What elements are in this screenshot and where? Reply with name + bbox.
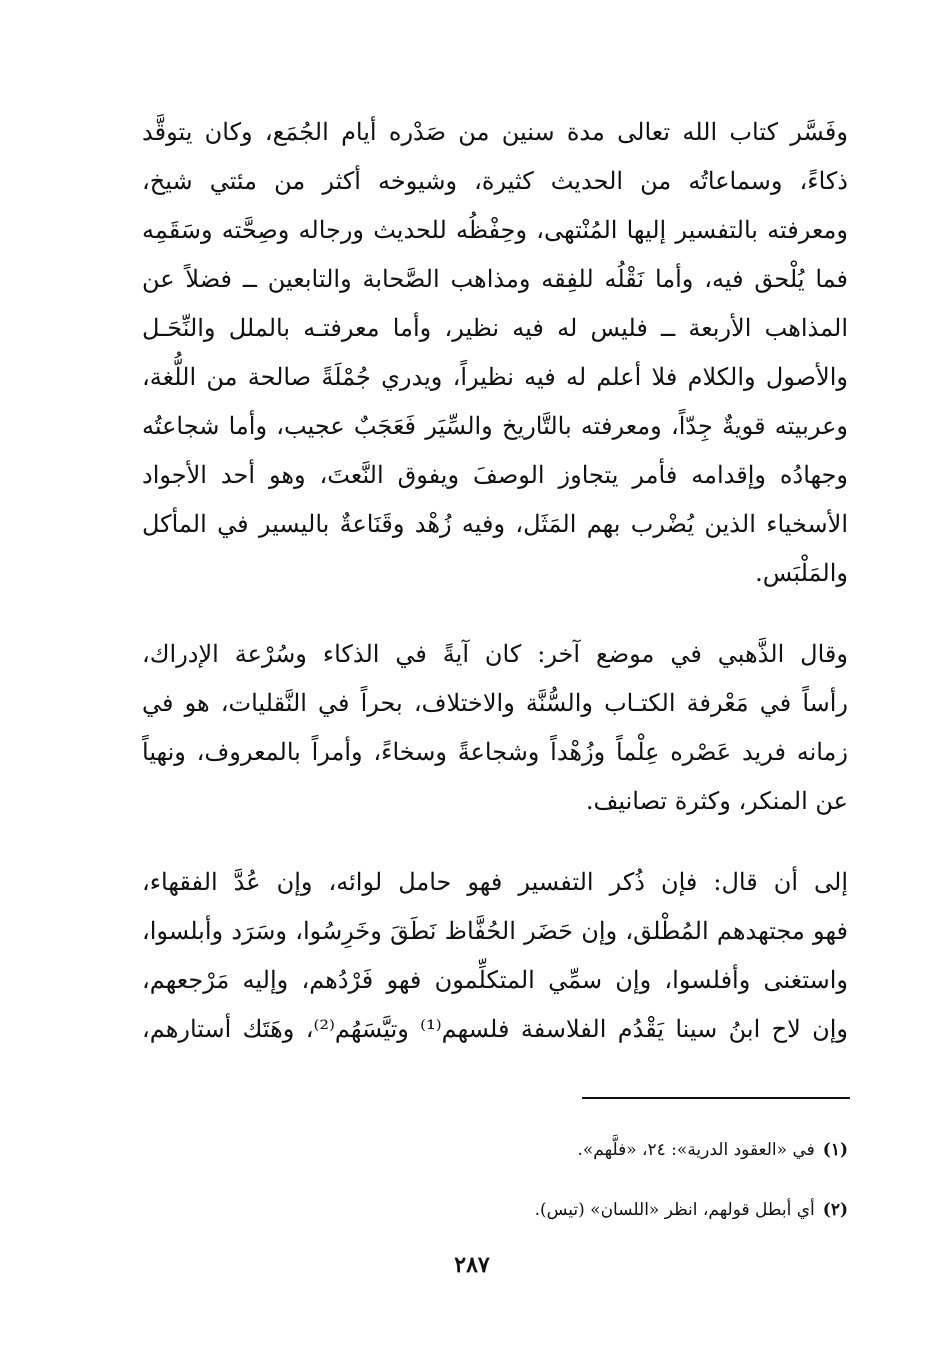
text-line: إلى أن قال: فإن ذُكر التفسير فهو حامل لوائه، وإن عُدَّ الفقهاء، — [142, 868, 849, 896]
paragraph-1 — [142, 108, 848, 598]
text-line: الأسخياء الذين يُضْرب بهم المَثَل، وفيه زُهْد وقَنَاعةٌ باليسير في المأكل — [142, 510, 848, 538]
text-line: وفَسَّر كتاب الله تعالى مدة سنين من صَدْره أيام الجُمَع، وكان يتوقَّد — [142, 118, 848, 146]
text-line: زمانه فريد عَصْره عِلْماً وزُهْداً وشجاعةً وسخاءً، وأمراً بالمعروف، ونهياً — [142, 738, 849, 766]
footnote-text: أي أبطل قولهم، انظر «اللسان» (تيس). — [534, 1200, 815, 1220]
text-line: وعربيته قويةٌ جِدّاً، ومعرفته بالتَّاريخ والسِّيَر فَعَجَبٌ عجيب، وأما شجاعتُه — [142, 412, 848, 440]
text-line: واستغنى وأفلسوا، وإن سمِّي المتكلِّمون فهو فَرْدُهم، وإليه مَرْجعهم، — [142, 966, 848, 994]
footnotes — [142, 1130, 848, 1250]
footnote-text: في «العقود الدرية»: ٢٤، «فلَّهم». — [577, 1140, 815, 1160]
text-line: وجهادُه وإقدامه فأمر يتجاوز الوصفَ ويفوق النَّعتَ، وهو أحد الأجواد — [142, 461, 848, 489]
text-line: والمَلْبَس. — [755, 559, 848, 587]
text-line: ومعرفته بالتفسير إليها المُنْتهى، وحِفْظُه للحديث ورجاله وصِحَّته وسَقَمِه — [142, 216, 848, 244]
footnote-1 — [142, 1130, 848, 1170]
page-number: ٢٨٧ — [454, 1252, 490, 1278]
text-line: وإن لاح ابنُ سينا يَقْدُم الفلاسفة فلسهم⁽¹⁾ وتيَّسَهُم⁽²⁾، وهَتَك أستارهم، — [142, 1015, 849, 1043]
text-line: فهو مجتهدهم المُطْلق، وإن حَضَر الحُفَّاظ نَطَقَ وخَرِسُوا، وسَرَد وأبلسوا، — [142, 917, 848, 945]
text-line: عن المنكر، وكثرة تصانيف. — [585, 787, 848, 815]
text-line: ذكاءً، وسماعاتُه من الحديث كثيرة، وشيوخه أكثر من مئتي شيخ، — [142, 167, 848, 195]
text-line: والأصول والكلام فلا أعلم له فيه نظيراً، ويدري جُمْلَةً صالحة من اللُّغة، — [142, 363, 848, 391]
footnote-divider — [582, 1097, 850, 1099]
footnote-marker: (٢) — [822, 1200, 848, 1220]
footnote-marker: (١) — [822, 1140, 848, 1160]
footnote-2 — [142, 1190, 848, 1230]
text-line: وقال الذَّهبي في موضع آخر: كان آيةً في الذكاء وسُرْعة الإدراك، — [142, 640, 848, 668]
paragraph-3 — [142, 858, 848, 1054]
text-line: فما يُلْحق فيه، وأما نَقْلُه للفِقه ومذاهب الصَّحابة والتابعين ــ فضلاً عن — [142, 265, 848, 293]
paragraph-2 — [142, 630, 848, 826]
text-line: المذاهب الأربعة ــ فليس له فيه نظير، وأما معرفتـه بالملل والنِّحَـل — [142, 314, 848, 342]
text-line: رأساً في مَعْرفة الكتـاب والسُّنَّة والاختلاف، بحراً في النَّقليات، هو في — [142, 689, 848, 717]
